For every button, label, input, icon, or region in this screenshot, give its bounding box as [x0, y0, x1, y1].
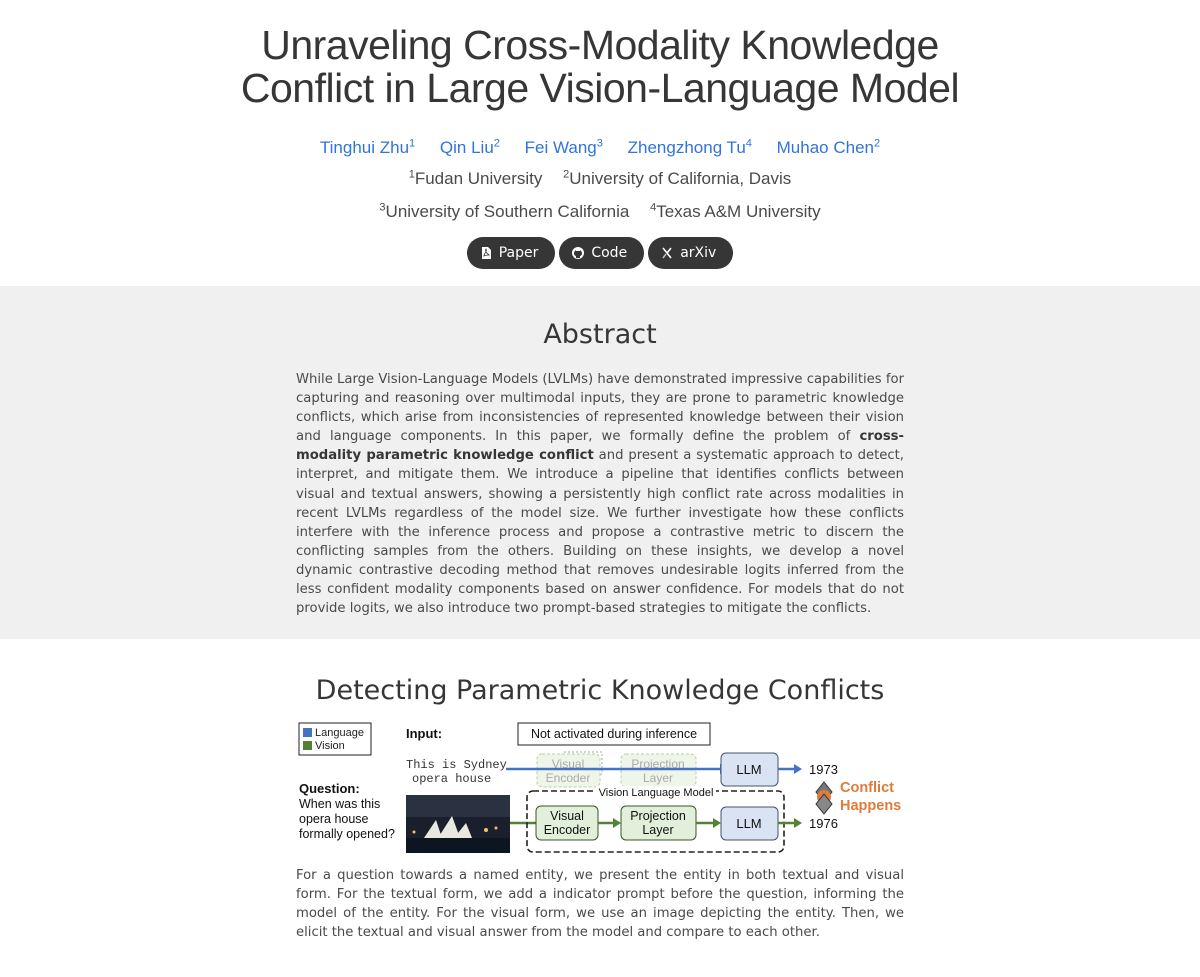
projection-to-llm-arrowhead — [713, 818, 721, 828]
llm-top-label: LLM — [736, 762, 762, 777]
vlm-label: Vision Language Model — [598, 787, 714, 799]
text-input-line-1: This is Sydney — [406, 758, 507, 772]
affiliation — [379, 202, 629, 221]
author-link[interactable] — [777, 138, 880, 157]
title-line-1: Unraveling Cross-Modality Knowledge — [261, 22, 939, 68]
faded-visual-encoder-label-1: Visual — [551, 757, 585, 771]
conflict-label-1: Conflict — [840, 780, 894, 796]
opera-house-image — [406, 795, 510, 853]
visual-encoder-label-1: Visual — [550, 809, 584, 823]
abstract-text-part: and present a systematic approach to detect, interpret, and mitigate them. We introduce a pipeline that identifies conflicts between visual and textual answers, showing a persistently high conflict rate across modalities in recent LVLMs regardless of the model size. We further investigate how these conflicts interfere with the inference process and propose a contrastive metric to discern the conflicting samples from the others. Building on these insights, we develop a novel dynamic contrastive decoding method that removes undesirable logits inferred from the less confident modality components based on answer confidence. For models that do not provide logits, we also introduce two prompt-based strategies to mitigate the conflicts. — [296, 448, 904, 617]
answer-visual-arrowhead — [794, 818, 802, 828]
affiliation-name: Fudan University — [414, 169, 543, 189]
link-buttons — [0, 237, 1200, 269]
abstract-heading: Abstract — [543, 319, 657, 350]
author-name: Fei Wang — [524, 137, 597, 157]
author-sup: 2 — [493, 137, 500, 149]
answer-visual: 1976 — [809, 816, 838, 831]
figure-caption: For a question towards a named entity, we present the entity in both textual and visual form. For the textual form, we add a indicator prompt before the question, informing the model of the entity. For the visual form, we use an image depicting the entity. Then, we elicit the textual and visual answer from the model and compare to each other. — [296, 868, 904, 941]
author-link[interactable] — [525, 138, 603, 157]
projection-label-2: Layer — [642, 823, 674, 837]
author-name: Tinghui Zhu — [319, 137, 410, 157]
hero-section — [0, 0, 1200, 286]
pdf-icon — [480, 247, 492, 259]
author-sup: 1 — [409, 137, 416, 149]
answer-text-arrowhead — [794, 764, 802, 774]
faded-visual-encoder-label-2: Encoder — [545, 771, 591, 785]
title-line-2: Conflict in Large Vision-Language Model — [240, 65, 960, 111]
text-input-line-2: opera house — [412, 772, 492, 786]
code-button[interactable] — [559, 237, 644, 269]
paper-title — [220, 24, 980, 110]
arxiv-button[interactable] — [648, 237, 733, 269]
legend-language: Language — [315, 727, 364, 739]
question-line-3: formally opened? — [299, 827, 395, 841]
legend-vision: Vision — [315, 740, 345, 752]
abstract-text-part: While Large Vision-Language Models (LVLMs) have demonstrated impressive capabilities for capturing and reasoning over multimodal inputs, they are prone to parametric knowledge conflicts, which arise from inconsistencies of represented knowledge between their vision and language components. In this paper, we formally define the problem of — [296, 372, 904, 445]
conflict-label-2: Happens — [840, 798, 902, 814]
paper-button[interactable] — [467, 237, 556, 269]
affiliations-line-2 — [0, 193, 1200, 226]
author-sup: 2 — [873, 137, 881, 149]
arxiv-icon — [661, 247, 673, 259]
affiliation-name: Texas A&M University — [656, 201, 821, 221]
legend-vision-swatch — [303, 741, 312, 750]
affiliation-sup: 2 — [563, 168, 570, 181]
author-name: Qin Liu — [439, 137, 494, 157]
encoder-to-projection-arrowhead — [613, 818, 621, 828]
projection-label-1: Projection — [630, 809, 686, 823]
question-line-2: opera house — [299, 812, 369, 826]
pipeline-diagram — [296, 720, 904, 860]
author-link[interactable] — [320, 138, 415, 157]
abstract-section — [0, 286, 1200, 639]
arxiv-button-label: arXiv — [680, 244, 717, 261]
pipeline-figure — [296, 720, 904, 860]
legend-language-swatch — [303, 728, 312, 737]
code-button-label: Code — [591, 244, 628, 261]
llm-bottom-label: LLM — [736, 816, 762, 831]
not-activated-label: Not activated during inference — [530, 727, 698, 741]
author-name: Muhao Chen — [776, 137, 874, 157]
affiliation-name: University of California, Davis — [569, 169, 792, 189]
affiliation — [409, 169, 543, 188]
author-link[interactable] — [628, 138, 752, 157]
affiliation — [563, 169, 791, 188]
paper-button-label: Paper — [498, 244, 539, 261]
abstract-bold-term: cross-modality parametric knowledge conflict — [296, 429, 904, 464]
faded-projection-label-2: Layer — [642, 771, 674, 785]
affiliation — [650, 202, 821, 221]
author-name: Zhengzhong Tu — [627, 137, 746, 157]
affiliation-name: University of Southern California — [385, 201, 630, 221]
author-link[interactable] — [440, 138, 500, 157]
affiliation-sup: 3 — [379, 201, 386, 214]
answer-text: 1973 — [809, 762, 838, 777]
author-sup: 4 — [745, 137, 752, 149]
affiliation-sup: 1 — [408, 168, 415, 181]
faded-projection-label-1: Projection — [631, 757, 685, 771]
method-section — [0, 639, 1200, 942]
method-heading: Detecting Parametric Knowledge Conflicts — [315, 675, 885, 706]
author-sup: 3 — [596, 137, 603, 149]
github-icon — [572, 247, 584, 259]
author-list — [0, 130, 1200, 161]
abstract-text — [296, 370, 904, 618]
affiliations-line-1 — [0, 161, 1200, 194]
affiliation-sup: 4 — [650, 201, 657, 214]
question-label: Question: — [299, 781, 360, 796]
visual-encoder-label-2: Encoder — [543, 823, 591, 837]
question-line-1: When was this — [299, 797, 381, 811]
input-label: Input: — [406, 726, 443, 741]
